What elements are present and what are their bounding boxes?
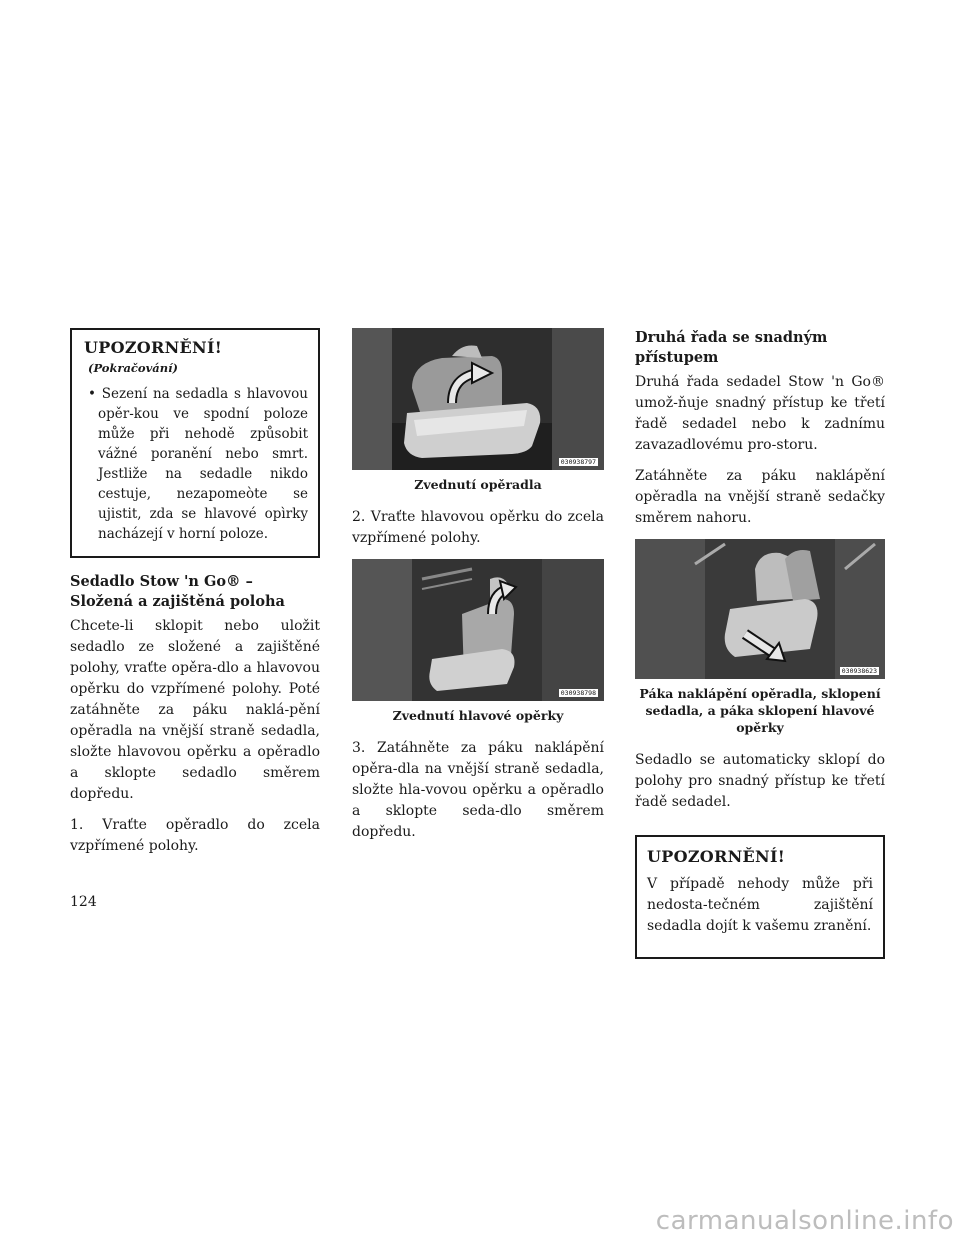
figure-caption: Zvednutí hlavové opěrky [392, 708, 564, 723]
column-middle [352, 328, 604, 853]
column-right [635, 328, 885, 959]
paragraph: Druhá řada sedadel Stow 'n Go® umož-ňuje snadný přístup ke třetí řadě sedadel nebo k zadnímu zavazadlovému pro-storu. [635, 374, 885, 453]
warning-continuation: (Pokračování) [88, 361, 178, 375]
step-2: 2. Vraťte hlavovou opěrku do zcela vzpřímené polohy. [352, 509, 604, 546]
figure-headrest-lift [352, 559, 604, 701]
figure-caption: Zvednutí opěradla [414, 477, 542, 492]
warning-bullet: • Sezení na sedadla s hlavovou opěr-kou ve spodní poloze může při nehodě způsobit vážné poranění nebo smrt. Jestliže na sedadle nikdo cestuje, nezapomeòte se ujistit, zda se hlavové opìrky nacházejí v horní poloze. [88, 386, 308, 542]
seat-illustration-3 [635, 539, 885, 679]
paragraph: Zatáhněte za páku naklápění opěradla na vnější straně sedačky směrem nahoru. [635, 468, 885, 526]
figure-code: 030938623 [841, 667, 877, 675]
step-3: 3. Zatáhněte za páku naklápění opěra-dla na vnější straně sedadla, složte hla-vovou opěrku a opěradlo a sklopte seda-dlo směrem dopředu. [352, 740, 604, 840]
figure-easy-entry [635, 539, 885, 679]
figure-code: 030938797 [560, 458, 596, 466]
warning-box [635, 835, 885, 959]
warning-text: V případě nehody může při nedosta-tečném zajištění sedadla dojít k vašemu zranění. [647, 876, 873, 934]
figure-code: 030938798 [560, 689, 596, 697]
seat-illustration-2 [352, 559, 604, 701]
seat-illustration-1 [352, 328, 604, 470]
section-heading: Sedadlo Stow 'n Go® – Složená a zajištěná poloha [70, 573, 285, 610]
watermark: carmanualsonline.info [655, 1206, 954, 1236]
section-heading: Druhá řada se snadným přístupem [635, 329, 828, 366]
paragraph: Sedadlo se automaticky sklopí do polohy pro snadný přístup ke třetí řadě sedadel. [635, 752, 885, 810]
warning-title: UPOZORNĚNÍ! [84, 338, 223, 357]
figure-caption: Páka naklápění opěradla, sklopení sedadla, a páka sklopení hlavové opěrky [639, 686, 881, 735]
page-number: 124 [70, 894, 97, 910]
paragraph: Chcete-li sklopit nebo uložit sedadlo ze složené a zajištěné polohy, vraťte opěra-dlo a hlavovou opěrku do vzpřímené polohy. Poté zatáhněte za páku naklá-pění opěradla na vnější straně sedadla, složte hlavovou opěrku a opěradlo a sklopte sedadlo směrem dopředu. [70, 618, 320, 802]
step-1: 1. Vraťte opěradlo do zcela vzpřímené polohy. [70, 817, 320, 854]
column-left [70, 328, 320, 867]
figure-backrest-lift [352, 328, 604, 470]
warning-title: UPOZORNĚNÍ! [647, 847, 786, 866]
warning-box [70, 328, 320, 558]
